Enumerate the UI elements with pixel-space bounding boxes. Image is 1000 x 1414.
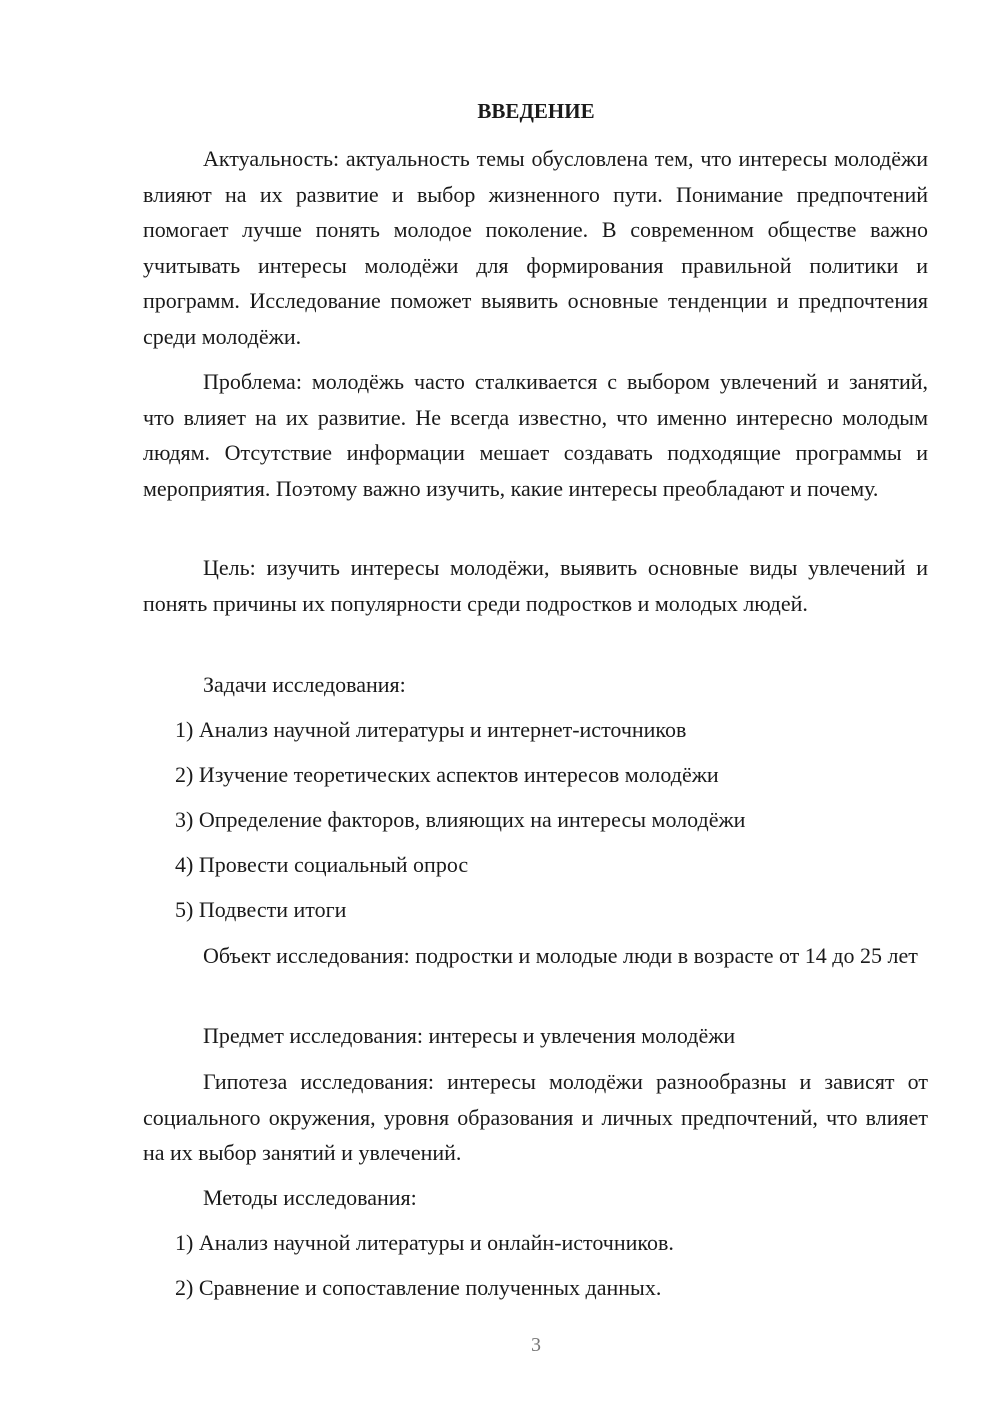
task-item-5: 5) Подвести итоги bbox=[175, 897, 347, 922]
hypothesis-paragraph: Гипотеза исследования: интересы молодёжи разнообразны и зависят от социального окружения, уровня образования и личных предпочтений, что влияет на их выбор занятий и увлечений. bbox=[143, 1069, 928, 1165]
task-item-3: 3) Определение факторов, влияющих на интересы молодёжи bbox=[175, 807, 746, 832]
method-item-2: 2) Сравнение и сопоставление полученных данных. bbox=[175, 1275, 662, 1300]
goal-paragraph: Цель: изучить интересы молодёжи, выявить основные виды увлечений и понять причины их популярности среди подростков и молодых людей. bbox=[143, 555, 928, 616]
methods-title: Методы исследования: bbox=[203, 1185, 417, 1210]
page-title: ВВЕДЕНИЕ bbox=[477, 99, 595, 123]
method-item-1: 1) Анализ научной литературы и онлайн-источников. bbox=[175, 1230, 674, 1255]
object-paragraph: Объект исследования: подростки и молодые люди в возрасте от 14 до 25 лет bbox=[203, 943, 918, 968]
relevance-paragraph: Актуальность: актуальность темы обусловлена тем, что интересы молодёжи влияют на их развитие и выбор жизненного пути. Понимание предпочтений помогает лучше понять молодое поколение. В современном обществе важно учитывать интересы молодёжи для формирования правильной политики и программ. Исследование поможет выявить основные тенденции и предпочтения среди молодёжи. bbox=[143, 146, 928, 349]
task-item-4: 4) Провести социальный опрос bbox=[175, 852, 469, 877]
subject-paragraph: Предмет исследования: интересы и увлечения молодёжи bbox=[203, 1023, 736, 1048]
task-item-2: 2) Изучение теоретических аспектов интересов молодёжи bbox=[175, 762, 719, 787]
tasks-title: Задачи исследования: bbox=[203, 672, 406, 697]
problem-paragraph: Проблема: молодёжь часто сталкивается с выбором увлечений и занятий, что влияет на их развитие. Не всегда известно, что именно интересно молодым людям. Отсутствие информации мешает создавать подходящие программы и мероприятия. Поэтому важно изучить, какие интересы преобладают и почему. bbox=[143, 369, 928, 501]
task-item-1: 1) Анализ научной литературы и интернет-источников bbox=[175, 717, 687, 742]
page-number: 3 bbox=[531, 1334, 541, 1356]
